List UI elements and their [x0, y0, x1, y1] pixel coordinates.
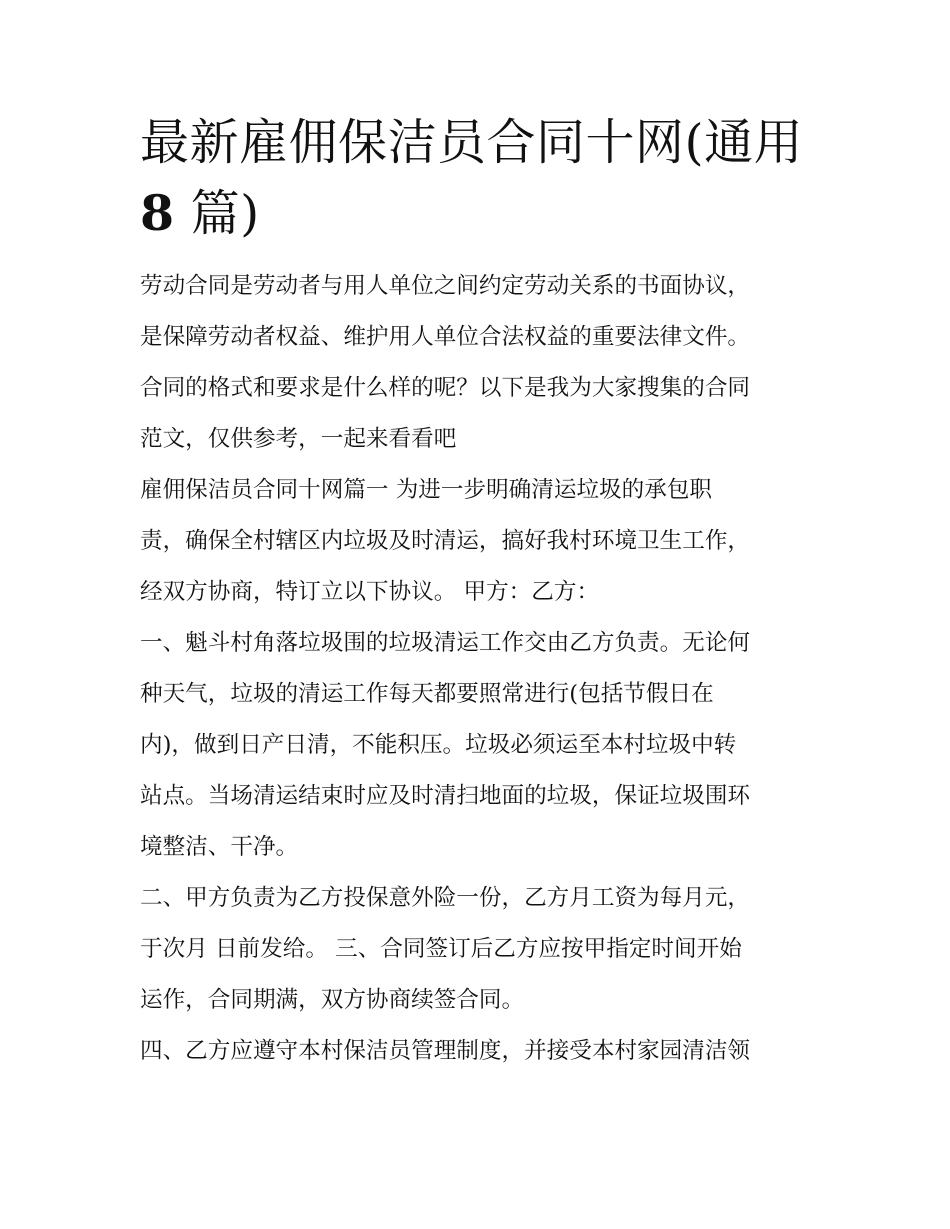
document-title: [140, 108, 812, 249]
text-line: 劳动合同是劳动者与用人单位之间约定劳动关系的书面协议，: [140, 273, 751, 299]
title-line-2: [140, 178, 812, 249]
title-line-1: 最新雇佣保洁员合同十网(通用: [140, 114, 804, 171]
text-line: 四、乙方应遵守本村保洁员管理制度，并接受本村家园清洁领: [140, 1038, 751, 1064]
text-line: 运作，合同期满，双方协商续签合同。: [140, 987, 525, 1013]
text-line: 二、甲方负责为乙方投保意外险一份，乙方月工资为每月元，: [140, 885, 751, 911]
document-page: [140, 108, 812, 1077]
text-line: 境整洁、干净。: [140, 834, 299, 860]
text-line: 站点。当场清运结束时应及时清扫地面的垃圾，保证垃圾围环: [140, 783, 751, 809]
text-line: 雇佣保洁员合同十网篇一 为进一步明确清运垃圾的承包职: [140, 477, 713, 503]
paragraph-clause-2-3: [140, 873, 812, 1026]
paragraph-clause-4: [140, 1026, 812, 1077]
text-line: 于次月 日前发给。 三、合同签订后乙方应按甲指定时间开始: [140, 936, 742, 962]
paragraph-clause-1: [140, 618, 812, 873]
text-line: 经双方协商，特订立以下协议。 甲方：乙方：: [140, 579, 600, 605]
paragraph-intro: [140, 261, 812, 465]
title-suffix: 篇): [174, 185, 260, 242]
text-line: 范文，仅供参考，一起来看看吧: [140, 426, 457, 452]
text-line: 责，确保全村辖区内垃圾及时清运，搞好我村环境卫生工作，: [140, 528, 751, 554]
text-line: 种天气，垃圾的清运工作每天都要照常进行(包括节假日在: [140, 681, 714, 707]
text-line: 一、魁斗村角落垃圾围的垃圾清运工作交由乙方负责。无论何: [140, 630, 751, 656]
text-line: 合同的格式和要求是什么样的呢？以下是我为大家搜集的合同: [140, 375, 751, 401]
document-body: [140, 261, 812, 1077]
text-line: 是保障劳动者权益、维护用人单位合法权益的重要法律文件。: [140, 324, 751, 350]
title-number: 8: [140, 184, 175, 242]
text-line: 内)，做到日产日清，不能积压。垃圾必须运至本村垃圾中转: [140, 732, 737, 758]
paragraph-article-1-heading: [140, 465, 812, 618]
